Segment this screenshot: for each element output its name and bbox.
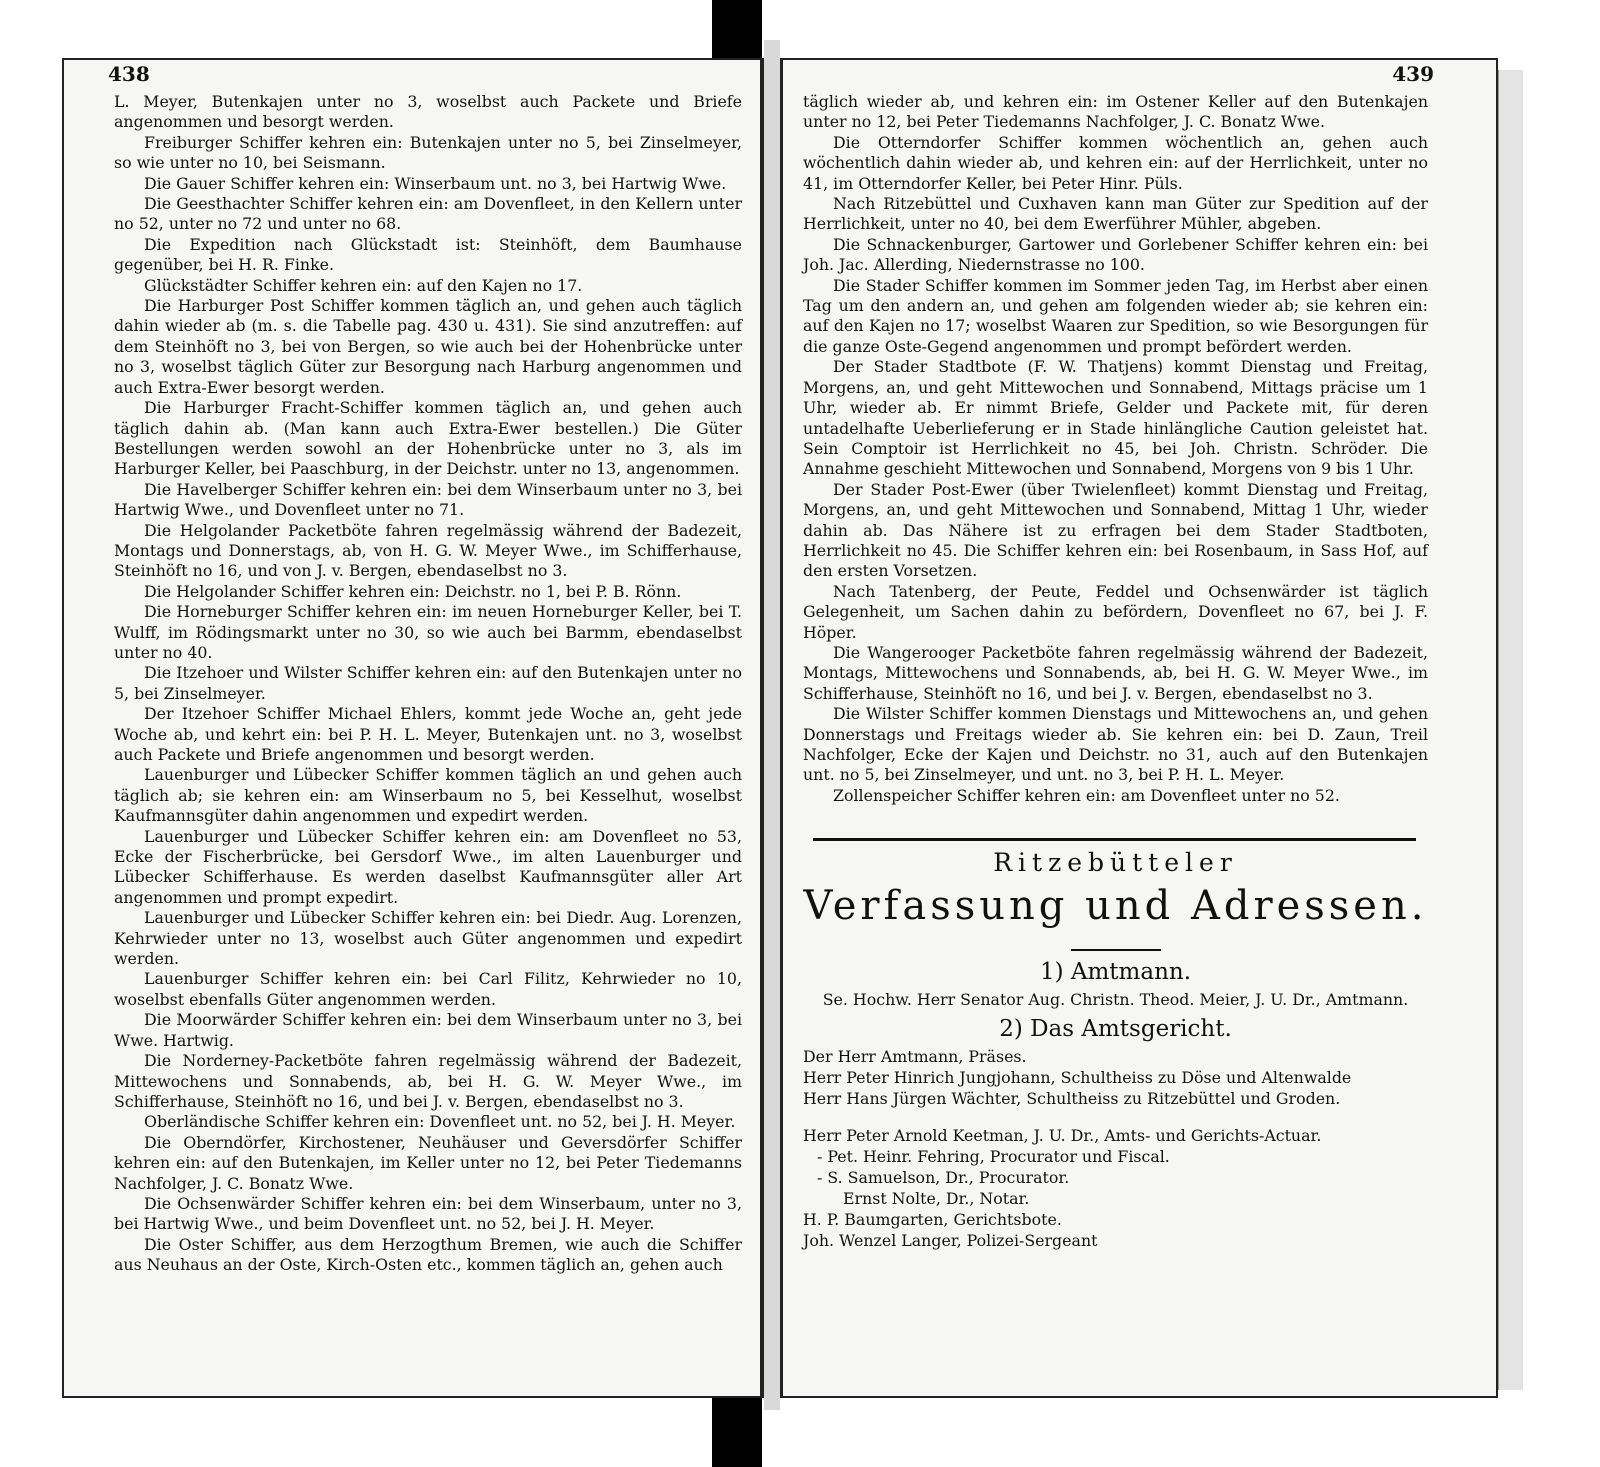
page-edge xyxy=(1498,70,1523,1390)
paragraph: Der Stader Post-Ewer (über Twielenfleet) kommt Dienstag und Freitag, Morgens, an, und geht Mittewochen und Sonnabend, Mittag 1 Uhr, wieder dahin ab. Das Nähere ist zu erfragen bei dem Stader Stadtboten, Herrlichkeit no 45. Die Schiffer kehren ein: bei Rosenbaum, in Sass Hof, auf den ersten Vorsetzen. xyxy=(803,479,1428,581)
entry-amtmann: Se. Hochw. Herr Senator Aug. Christn. Theod. Meier, J. U. Dr., Amtmann. xyxy=(822,990,1409,1009)
left-page-text xyxy=(114,92,742,1276)
paragraph: Die Wangerooger Packetböte fahren regelmässig während der Badezeit, Montags, Mittewochens und Sonnabends, ab, bei H. G. W. Meyer Wwe., im Schifferhause, Steinhöft no 16, und bei J. v. Bergen, ebendaselbst no 3. xyxy=(803,642,1428,703)
paragraph: Die Wilster Schiffer kommen Dienstags und Mittewochens an, und gehen Donnerstags und Freitags wieder ab. Sie kehren ein: bei D. Zaun, Treil Nachfolger, Ecke der Kajen und Deichstr. no 31, auch auf den Butenkajen unt. no 5, bei Zinselmeyer, und unt. no 3, bei P. H. L. Meyer. xyxy=(803,704,1428,785)
paragraph: Die Havelberger Schiffer kehren ein: bei dem Winserbaum unter no 3, bei Hartwig Wwe., und Dovenfleet unter no 71. xyxy=(114,479,742,520)
paragraph: Die Norderney-Packetböte fahren regelmässig während der Badezeit, Mittewochens und Sonnabends, ab, bei H. G. W. Meyer Wwe., im Schifferhause, Steinhöft no 16, und bei J. v. Bergen, ebendaselbst no 3. xyxy=(114,1051,742,1111)
paragraph: Die Expedition nach Glückstadt ist: Steinhöft, dem Baumhause gegenüber, bei H. R. Finke. xyxy=(114,234,742,275)
paragraph: Die Horneburger Schiffer kehren ein: im neuen Horneburger Keller, bei T. Wulff, im Rödingsmarkt unter no 30, so wie auch bei Barmm, ebendaselbst unter no 40. xyxy=(114,602,742,662)
paragraph: Lauenburger Schiffer kehren ein: bei Carl Filitz, Kehrwieder no 10, woselbst ebenfalls Güter angenommen werden. xyxy=(114,969,742,1009)
paragraph: Nach Tatenberg, der Peute, Feddel und Ochsenwärder ist täglich Gelegenheit, um Sachen dahin zu befördern, Dovenfleet no 67, bei J. F. Höper. xyxy=(803,581,1428,642)
spacer xyxy=(803,1109,1428,1125)
paragraph: Die Helgolander Schiffer kehren ein: Deichstr. no 1, bei P. B. Rönn. xyxy=(144,581,682,601)
staff-entry: Herr Peter Arnold Keetman, J. U. Dr., Amts- und Gerichts-Actuar. xyxy=(803,1126,1322,1145)
paragraph: Die Stader Schiffer kommen im Sommer jeden Tag, im Herbst aber einen Tag um den andern an, und gehen am folgenden wieder ab; sie kehren ein: auf den Kajen no 17; woselbst Waaren zur Spedition, so wie Besorgungen für die ganze Oste-Gegend angenommen und prompt befördert werden. xyxy=(803,275,1428,356)
gutter-shadow xyxy=(764,40,780,1410)
paragraph: Die Ochsenwärder Schiffer kehren ein: bei dem Winserbaum, unter no 3, bei Hartwig Wwe., und beim Dovenfleet unt. no 52, bei J. H. Meyer. xyxy=(114,1193,742,1234)
paragraph: täglich wieder ab, und kehren ein: im Ostener Keller auf den Butenkajen unter no 12, bei Peter Tiedemanns Nachfolger, J. C. Bonatz Wwe. xyxy=(803,92,1428,132)
paragraph: Die Itzehoer und Wilster Schiffer kehren ein: auf den Butenkajen unter no 5, bei Zinselmeyer. xyxy=(114,663,742,703)
paragraph: L. Meyer, Butenkajen unter no 3, woselbst auch Packete und Briefe angenommen und besorgt werden. xyxy=(114,92,742,132)
paragraph: Die Harburger Post Schiffer kommen täglich an, und gehen auch täglich dahin wieder ab (m. s. die Tabelle pag. 430 u. 431). Sie sind anzutreffen: auf dem Steinhöft no 3, bei von Bergen, so wie auch bei der Hohenbrücke unter no 3, woselbst täglich Güter zur Besorgung nach Harburg angenommen und auch Extra-Ewer besorgt werden. xyxy=(114,296,742,397)
paragraph: Die Otterndorfer Schiffer kommen wöchentlich an, gehen auch wöchentlich dahin wieder ab, und kehren ein: auf der Herrlichkeit, unter no 41, im Otterndorfer Keller, bei Peter Hinr. Püls. xyxy=(803,132,1428,193)
paragraph: Nach Ritzebüttel und Cuxhaven kann man Güter zur Spedition auf der Herrlichkeit, unter no 40, bei dem Ewerführer Mühler, abgeben. xyxy=(803,194,1428,234)
paragraph: Der Stader Stadtbote (F. W. Thatjens) kommt Dienstag und Freitag, Morgens, an, und geht Mittewochen und Sonnabend, Mittags präcise um 1 Uhr, wieder ab. Er nimmt Briefe, Gelder und Packete mit, für deren untadelhafte Ueberlieferung er in Stade hinlängliche Caution geleistet hat. Sein Comptoir ist Herrlichkeit no 45, bei Joh. Christn. Schröder. Die Annahme geschieht Mittewochen und Sonnabend, Morgens von 9 bis 1 Uhr. xyxy=(803,357,1428,479)
paragraph: Die Harburger Fracht-Schiffer kommen täglich an, und gehen auch täglich dahin ab. (Man kann auch Extra-Ewer bestellen.) Die Güter Bestellungen werden sowohl an der Hohenbrücke unter no 3, als im Harburger Keller, bei Paaschburg, in der Deichstr. unter no 13, angenommen. xyxy=(114,398,742,479)
paragraph: Glückstädter Schiffer kehren ein: auf den Kajen no 17. xyxy=(144,275,583,295)
staff-entry: H. P. Baumgarten, Gerichtsbote. xyxy=(803,1210,1062,1229)
heading-amtsgericht: 2) Das Amtsgericht. xyxy=(999,1016,1232,1042)
paragraph: Lauenburger und Lübecker Schiffer kommen täglich an und gehen auch täglich ab; sie kehren ein: am Winserbaum no 5, bei Kesselhut, woselbst Kaufmannsgüter dahin angenommen und expedirt werden. xyxy=(114,765,742,826)
page-number-right: 439 xyxy=(1392,62,1434,86)
section-kicker: Ritzebütteler xyxy=(993,848,1238,877)
title-underline xyxy=(1071,949,1161,951)
staff-entry: - Pet. Heinr. Fehring, Procurator und Fiscal. xyxy=(817,1147,1170,1166)
member-entry: Herr Peter Hinrich Jungjohann, Schultheiss zu Döse und Altenwalde xyxy=(803,1068,1352,1087)
ritzebuettel-section xyxy=(803,848,1428,1251)
paragraph: Die Oberndörfer, Kirchostener, Neuhäuser und Geversdörfer Schiffer kehren ein: auf den Butenkajen, im Keller unter no 12, bei Peter Tiedemanns Nachfolger, J. C. Bonatz Wwe. xyxy=(114,1132,742,1193)
paragraph: Zollenspeicher Schiffer kehren ein: am Dovenfleet unter no 52. xyxy=(833,785,1340,805)
paragraph: Lauenburger und Lübecker Schiffer kehren ein: bei Diedr. Aug. Lorenzen, Kehrwieder unter no 13, woselbst auch Güter angenommen und expedirt werden. xyxy=(114,908,742,969)
paragraph: Die Helgolander Packetböte fahren regelmässig während der Badezeit, Montags und Donnerstags, ab, von H. G. W. Meyer Wwe., im Schifferhause, Steinhöft no 16, und von J. v. Bergen, ebendaselbst no 3. xyxy=(114,520,742,581)
paragraph: Freiburger Schiffer kehren ein: Butenkajen unter no 5, bei Zinselmeyer, so wie unter no 10, bei Seismann. xyxy=(114,132,742,173)
paragraph: Die Schnackenburger, Gartower und Gorlebener Schiffer kehren ein: bei Joh. Jac. Allerding, Niedernstrasse no 100. xyxy=(803,234,1428,275)
member-entry: Der Herr Amtmann, Präses. xyxy=(803,1047,1027,1066)
paragraph: Die Moorwärder Schiffer kehren ein: bei dem Winserbaum unter no 3, bei Wwe. Hartwig. xyxy=(114,1010,742,1050)
heading-amtmann: 1) Amtmann. xyxy=(1039,959,1192,985)
staff-entry: Joh. Wenzel Langer, Polizei-Sergeant xyxy=(803,1231,1098,1250)
paragraph: Die Oster Schiffer, aus dem Herzogthum Bremen, wie auch die Schiffer aus Neuhaus an der Oste, Kirch-Osten etc., kommen täglich an, gehen auch xyxy=(114,1234,742,1275)
right-page-text xyxy=(803,92,1428,806)
paragraph: Lauenburger und Lübecker Schiffer kehren ein: am Dovenfleet no 53, Ecke der Fischerbrücke, bei Gersdorf Wwe., im alten Lauenburger und Lübecker Schifferhause. Es werden daselbst Kaufmannsgüter aller Art angenommen und prompt expedirt. xyxy=(114,826,742,907)
page-number-left: 438 xyxy=(108,62,150,86)
paragraph: Die Geesthachter Schiffer kehren ein: am Dovenfleet, in den Kellern unter no 52, unter no 72 und unter no 68. xyxy=(114,194,742,234)
section-title: Verfassung und Adressen. xyxy=(803,883,1428,929)
left-page xyxy=(62,58,764,1398)
member-entry: Herr Hans Jürgen Wächter, Schultheiss zu Ritzebüttel und Groden. xyxy=(803,1089,1341,1108)
section-divider xyxy=(813,838,1416,841)
paragraph: Der Itzehoer Schiffer Michael Ehlers, kommt jede Woche an, geht jede Woche ab, und kehrt ein: bei P. H. L. Meyer, Butenkajen unt. no 3, woselbst auch Packete und Briefe angenommen und besorgt werden. xyxy=(114,704,742,764)
staff-entry: - S. Samuelson, Dr., Procurator. xyxy=(817,1168,1070,1187)
right-page xyxy=(780,58,1498,1398)
staff-entry: Ernst Nolte, Dr., Notar. xyxy=(843,1189,1030,1208)
paragraph: Die Gauer Schiffer kehren ein: Winserbaum unt. no 3, bei Hartwig Wwe. xyxy=(144,173,727,193)
paragraph: Oberländische Schiffer kehren ein: Dovenfleet unt. no 52, bei J. H. Meyer. xyxy=(144,1112,736,1132)
